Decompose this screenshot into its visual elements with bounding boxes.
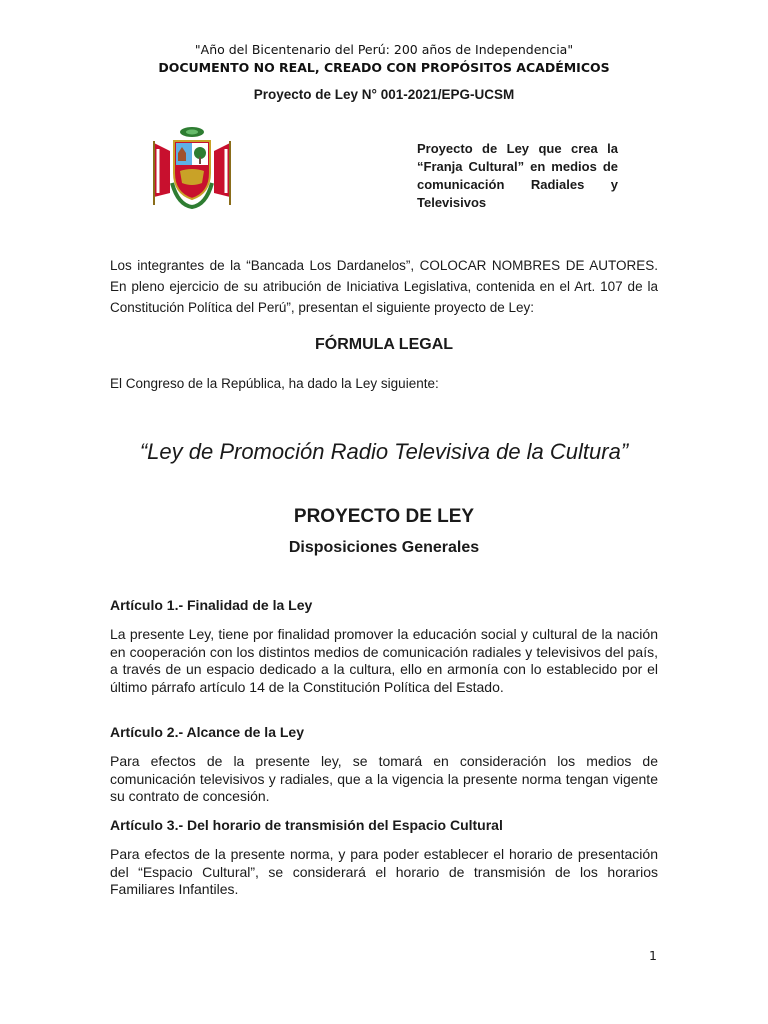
article-2-title: Artículo 2.- Alcance de la Ley	[110, 724, 304, 740]
header-disclaimer: DOCUMENTO NO REAL, CREADO CON PROPÓSITOS ACADÉMICOS	[158, 60, 610, 75]
section-heading: Disposiciones Generales	[288, 539, 480, 556]
formula-heading: FÓRMULA LEGAL	[314, 336, 454, 353]
law-title: “Ley de Promoción Radio Televisiva de la Cultura”	[139, 439, 629, 464]
article-1-text: La presente Ley, tiene por finalidad promover la educación social y cultural de la nación en cooperación con los distintos medios de comunicación radiales y televisivos del país, a través de un espacio dedicado a la cultura, ello en armonía con lo establecido por el último párrafo artículo 14 de la Constitución Política del Estado.	[110, 626, 658, 695]
article-1-title: Artículo 1.- Finalidad de la Ley	[110, 597, 313, 613]
article-2-text: Para efectos de la presente ley, se tomará en consideración los medios de comunicación televisivos y radiales, que a la vigencia la presente norma tengan vigente su contrato de concesión.	[110, 753, 658, 804]
header-year-line: "Año del Bicentenario del Perú: 200 años de Independencia"	[194, 42, 574, 57]
proyecto-heading: PROYECTO DE LEY	[293, 506, 475, 527]
article-3-text: Para efectos de la presente norma, y para poder establecer el horario de presentación del “Espacio Cultural”, se considerará el horario de transmisión de los horarios Familiares Infantiles.	[110, 846, 658, 897]
bill-summary-title: Proyecto de Ley que crea la “Franja Cultural” en medios de comunicación Radiales y Televisivos	[417, 141, 618, 210]
intro-paragraph: Los integrantes de la “Bancada Los Dardanelos”, COLOCAR NOMBRES DE AUTORES. En pleno ejercicio de su atribución de Iniciativa Legislativa, contenida en el Art. 107 de la Constitución Política del Perú”, presentan el siguiente proyecto de Ley:	[110, 258, 658, 315]
article-3-title: Artículo 3.- Del horario de transmisión del Espacio Cultural	[110, 817, 503, 833]
project-number: Proyecto de Ley N° 001-2021/EPG-UCSM	[253, 87, 515, 102]
peru-coat-of-arms-icon	[148, 123, 236, 211]
congress-line: El Congreso de la República, ha dado la Ley siguiente:	[110, 376, 439, 391]
page-number: 1	[649, 948, 657, 963]
